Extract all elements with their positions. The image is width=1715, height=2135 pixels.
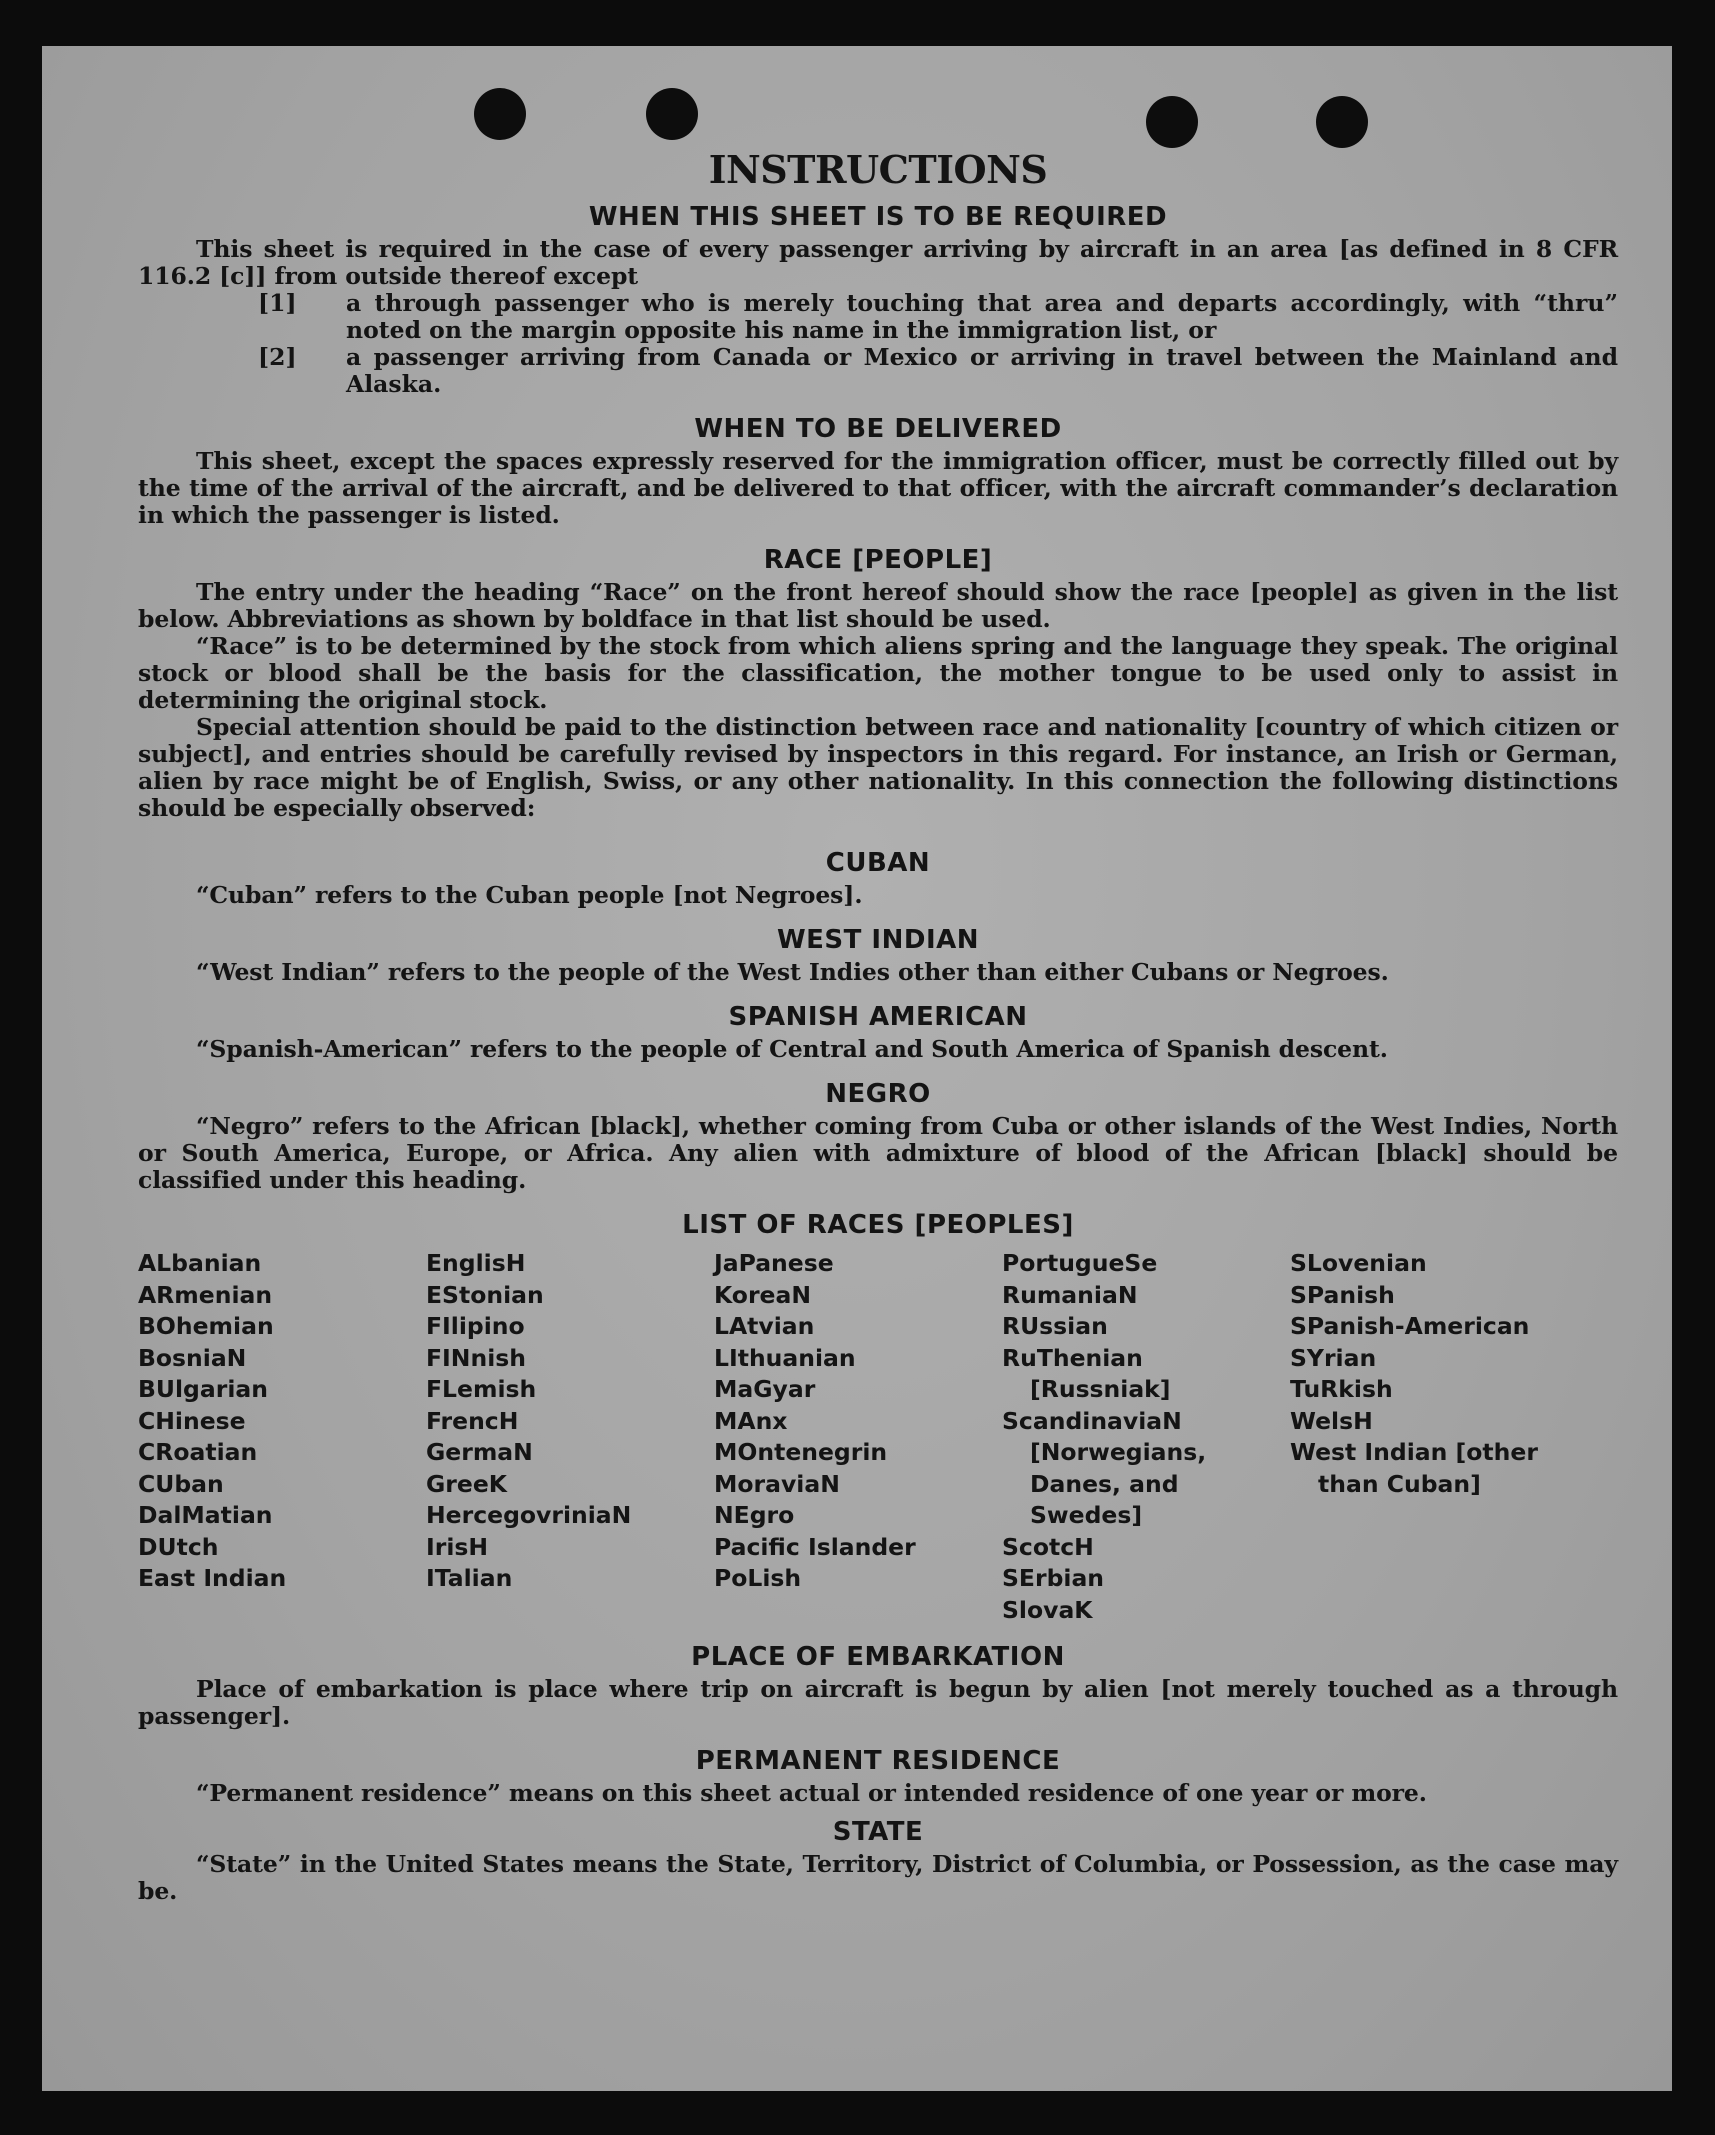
heading-negro: NEGRO	[825, 1079, 931, 1109]
punch-hole	[474, 88, 526, 140]
heading-required: WHEN THIS SHEET IS TO BE REQUIRED	[588, 202, 1168, 232]
race-item: MAnx	[714, 1406, 788, 1435]
punch-hole	[1146, 96, 1198, 148]
item-text: a passenger arriving from Canada or Mexico or arriving in travel between the Mainland and Alaska.	[346, 343, 1618, 398]
item-number: [2]	[258, 343, 297, 371]
heading-cuban: CUBAN	[825, 848, 931, 878]
west-indian-text: “West Indian” refers to the people of the West Indies other than either Cubans or Negroes.	[196, 958, 1389, 986]
cuban-text: “Cuban” refers to the Cuban people [not Negroes].	[196, 881, 863, 909]
race-item: DUtch	[138, 1532, 219, 1561]
race-item: PoLish	[714, 1564, 802, 1592]
race-item: MaGyar	[714, 1375, 816, 1403]
race-item: BosniaN	[138, 1343, 247, 1372]
race-item: TuRkish	[1290, 1375, 1393, 1403]
instructions-content	[138, 146, 1618, 1905]
heading-race: RACE [PEOPLE]	[763, 545, 993, 575]
heading-permanent-residence: PERMANENT RESIDENCE	[695, 1746, 1061, 1776]
races-list	[138, 1248, 1618, 1626]
race-item: MoraviaN	[714, 1469, 840, 1498]
heading-west-indian: WEST INDIAN	[776, 925, 980, 955]
state-text: “State” in the United States means the State, Territory, District of Columbia, or Possession, as the case may be.	[138, 1850, 1618, 1905]
race-paragraph-3: Special attention should be paid to the distinction between race and nationality [country of which citizen or subject], and entries should be carefully revised by inspectors in this regard. For instance, an Irish or German, alien by race might be of English, Swiss, or any other nationality. In this connection the following distinctions should be especially observed:	[138, 713, 1618, 822]
item-number: [1]	[258, 289, 297, 317]
race-item: CHinese	[138, 1406, 246, 1435]
race-item: SLovenian	[1290, 1249, 1427, 1277]
race-item: IrisH	[426, 1532, 489, 1561]
race-item: MOntenegrin	[714, 1438, 888, 1466]
race-item: FLemish	[426, 1375, 537, 1403]
race-item: EStonian	[426, 1280, 544, 1309]
race-item: SPanish-American	[1290, 1312, 1530, 1340]
race-item: BUlgarian	[138, 1375, 268, 1403]
races-column	[1290, 1248, 1590, 1626]
race-item: WelsH	[1290, 1406, 1373, 1435]
race-item: ITalian	[426, 1564, 513, 1592]
race-item: EnglisH	[426, 1249, 526, 1277]
race-item: RUssian	[1002, 1312, 1108, 1340]
heading-state: STATE	[832, 1817, 924, 1847]
race-item: NEgro	[714, 1501, 795, 1529]
race-item: ALbanian	[138, 1249, 262, 1277]
race-item: SErbian	[1002, 1564, 1105, 1592]
heading-list-of-races: LIST OF RACES [PEOPLES]	[682, 1210, 1074, 1240]
negro-text: “Negro” refers to the African [black], whether coming from Cuba or other islands of the West Indies, North or South America, Europe, or Africa. Any alien with admixture of blood of the African [black] should be classified under this heading.	[138, 1112, 1618, 1194]
races-column	[1002, 1248, 1290, 1626]
punch-hole	[1316, 96, 1368, 148]
list-item	[258, 344, 1618, 398]
race-item: ScandinaviaN [Norwegians, Danes, and Swedes]	[1002, 1406, 1207, 1529]
race-paragraph-2: “Race” is to be determined by the stock from which aliens spring and the language they speak. The original stock or blood shall be the basis for the classification, the mother tongue to be used only to assist in determining the original stock.	[138, 632, 1618, 714]
item-text: a through passenger who is merely touching that area and departs accordingly, with “thru” noted on the margin opposite his name in the immigration list, or	[346, 289, 1618, 344]
races-column	[426, 1248, 714, 1626]
race-item: DalMatian	[138, 1501, 273, 1529]
race-item: FIlipino	[426, 1312, 525, 1340]
race-item: PortugueSe	[1002, 1249, 1158, 1277]
race-item: RumaniaN	[1002, 1280, 1138, 1309]
required-intro: This sheet is required in the case of every passenger arriving by aircraft in an area [as defined in 8 CFR 116.2 [c]] from outside thereof except	[138, 235, 1618, 290]
race-item: SlovaK	[1002, 1595, 1093, 1624]
delivered-text: This sheet, except the spaces expressly reserved for the immigration officer, must be correctly filled out by the time of the arrival of the aircraft, and be delivered to that officer, with the aircraft commander’s declaration in which the passenger is listed.	[138, 447, 1618, 529]
race-item: SPanish	[1290, 1280, 1395, 1309]
race-item: Pacific Islander	[714, 1532, 916, 1561]
race-item: FINnish	[426, 1343, 526, 1372]
heading-embarkation: PLACE OF EMBARKATION	[691, 1642, 1065, 1672]
spanish-american-text: “Spanish-American” refers to the people of Central and South America of Spanish descent.	[196, 1035, 1388, 1063]
races-column	[714, 1248, 1002, 1626]
list-item	[258, 290, 1618, 344]
heading-spanish-american: SPANISH AMERICAN	[728, 1002, 1028, 1032]
punch-hole	[646, 88, 698, 140]
race-item: GermaN	[426, 1438, 533, 1466]
race-item: SYrian	[1290, 1343, 1377, 1372]
document-sheet	[42, 46, 1672, 2091]
race-item: BOhemian	[138, 1312, 274, 1340]
race-item: RuThenian [Russniak]	[1002, 1343, 1171, 1403]
race-item: JaPanese	[714, 1249, 834, 1277]
race-item: East Indian	[138, 1564, 287, 1592]
race-item: ARmenian	[138, 1280, 273, 1309]
race-paragraph-1: The entry under the heading “Race” on the front hereof should show the race [people] as given in the list below. Abbreviations as shown by boldface in that list should be used.	[138, 578, 1618, 633]
race-item: GreeK	[426, 1469, 507, 1498]
heading-delivered: WHEN TO BE DELIVERED	[694, 414, 1062, 444]
race-item: CRoatian	[138, 1438, 258, 1466]
page-title: INSTRUCTIONS	[708, 147, 1048, 192]
residence-text: “Permanent residence” means on this sheet actual or intended residence of one year or more.	[196, 1779, 1427, 1807]
race-item: HercegovriniaN	[426, 1501, 632, 1529]
race-item: LAtvian	[714, 1312, 815, 1340]
race-item: ScotcH	[1002, 1532, 1094, 1561]
race-item: West Indian [other than Cuban]	[1290, 1438, 1538, 1498]
race-item: CUban	[138, 1469, 224, 1498]
race-item: FrencH	[426, 1406, 519, 1435]
race-item: KoreaN	[714, 1280, 811, 1309]
races-column	[138, 1248, 426, 1626]
embarkation-text: Place of embarkation is place where trip on aircraft is begun by alien [not merely touched as a through passenger].	[138, 1675, 1618, 1730]
race-item: LIthuanian	[714, 1343, 856, 1372]
